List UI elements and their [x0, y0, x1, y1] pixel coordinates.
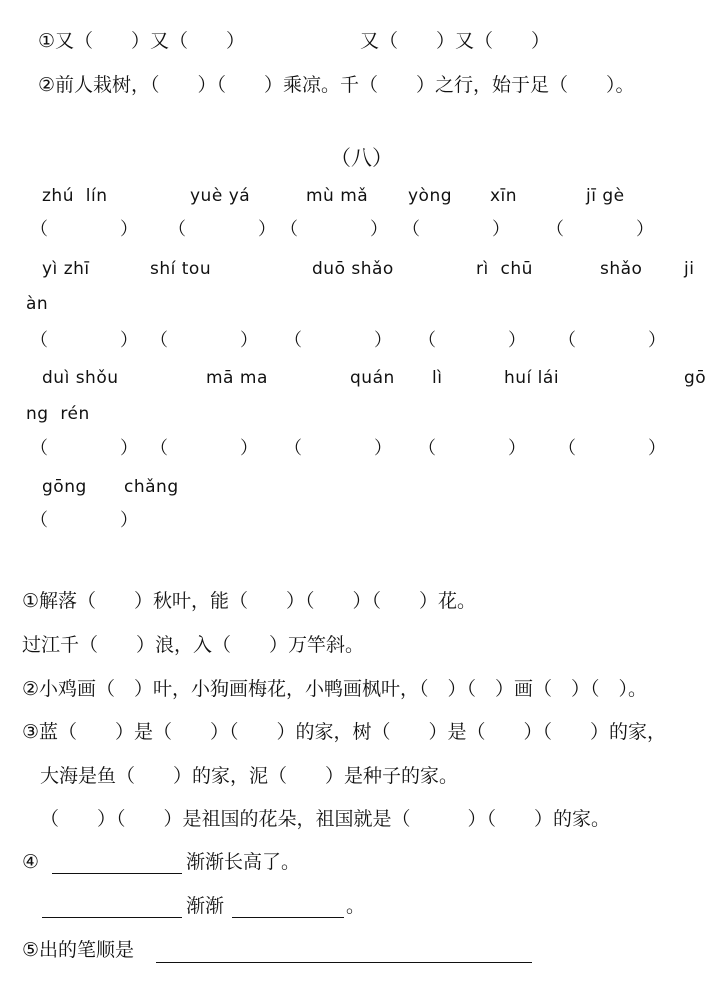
- pinyin-item: lì: [432, 368, 443, 388]
- question-4-number: ④: [22, 851, 40, 873]
- pinyin-item: duō shǎo: [312, 259, 394, 279]
- pinyin-item: chǎng: [124, 477, 179, 497]
- top-line-2: ②前人栽树，（ ）（ ）乘凉。千（ ）之行，始于足（ ）。: [38, 74, 635, 96]
- answer-blank: （ ）: [402, 219, 510, 240]
- pinyin-item: duì shǒu: [42, 368, 119, 388]
- answer-blank: （ ）: [30, 510, 138, 531]
- answer-blank: （ ）: [418, 438, 526, 459]
- pinyin-item: gō: [684, 368, 707, 388]
- pinyin-item: zhú lín: [42, 186, 108, 206]
- answer-line: [42, 917, 182, 918]
- question-1a: ①解落（ ）秋叶，能（ ）（ ）（ ）花。: [22, 590, 477, 612]
- pinyin-item: yòng: [408, 186, 453, 206]
- section-title: （八）: [330, 146, 393, 170]
- answer-blank: （ ）: [30, 438, 138, 459]
- question-3a: ③蓝（ ）是（ ）（ ）的家，树（ ）是（ ）（ ）的家，: [22, 721, 667, 743]
- question-3c: （ ）（ ）是祖国的花朵，祖国就是（ ）（ ）的家。: [40, 808, 611, 830]
- answer-blank: （ ）: [280, 219, 388, 240]
- pinyin-item: mù mǎ: [306, 186, 369, 206]
- top-line-1b: 又（ ）又（ ）: [360, 30, 551, 52]
- answer-blank: （ ）: [150, 438, 258, 459]
- pinyin-item: mā ma: [206, 368, 268, 388]
- pinyin-item: quán: [350, 368, 395, 388]
- answer-blank: （ ）: [558, 330, 666, 351]
- answer-blank: （ ）: [168, 219, 276, 240]
- question-1b: 过江千（ ）浪，入（ ）万竿斜。: [22, 634, 365, 656]
- answer-blank: （ ）: [546, 219, 654, 240]
- answer-blank: （ ）: [30, 330, 138, 351]
- question-2: ②小鸡画（ ）叶，小狗画梅花，小鸭画枫叶，（ ）（ ）画（ ）（ ）。: [22, 678, 648, 700]
- pinyin-item: shí tou: [150, 259, 212, 279]
- answer-blank: （ ）: [558, 438, 666, 459]
- answer-blank: （ ）: [30, 219, 138, 240]
- question-3b: 大海是鱼（ ）的家，泥（ ）是种子的家。: [40, 765, 459, 787]
- question-5: ⑤出的笔顺是: [22, 939, 135, 961]
- question-4-text: 渐渐长高了。: [186, 851, 301, 873]
- answer-line: [232, 917, 344, 918]
- pinyin-item: shǎo: [600, 259, 643, 279]
- pinyin-item: àn: [26, 294, 49, 314]
- answer-blank: （ ）: [284, 330, 392, 351]
- pinyin-item: ji: [684, 259, 695, 279]
- answer-blank: （ ）: [418, 330, 526, 351]
- pinyin-item: rì chū: [476, 259, 533, 279]
- pinyin-item: jī gè: [586, 186, 625, 206]
- question-4-mid: 渐渐: [186, 895, 225, 917]
- pinyin-item: yuè yá: [190, 186, 251, 206]
- top-line-1a: ①又（ ）又（ ）: [38, 30, 246, 52]
- pinyin-item: huí lái: [504, 368, 560, 388]
- question-4-end: 。: [346, 895, 366, 917]
- answer-blank: （ ）: [150, 330, 258, 351]
- pinyin-item: xīn: [490, 186, 518, 206]
- answer-line: [52, 873, 182, 874]
- answer-line: [156, 962, 532, 963]
- answer-blank: （ ）: [284, 438, 392, 459]
- pinyin-item: ng rén: [26, 404, 90, 424]
- pinyin-item: gōng: [42, 477, 87, 497]
- pinyin-item: yì zhī: [42, 259, 90, 279]
